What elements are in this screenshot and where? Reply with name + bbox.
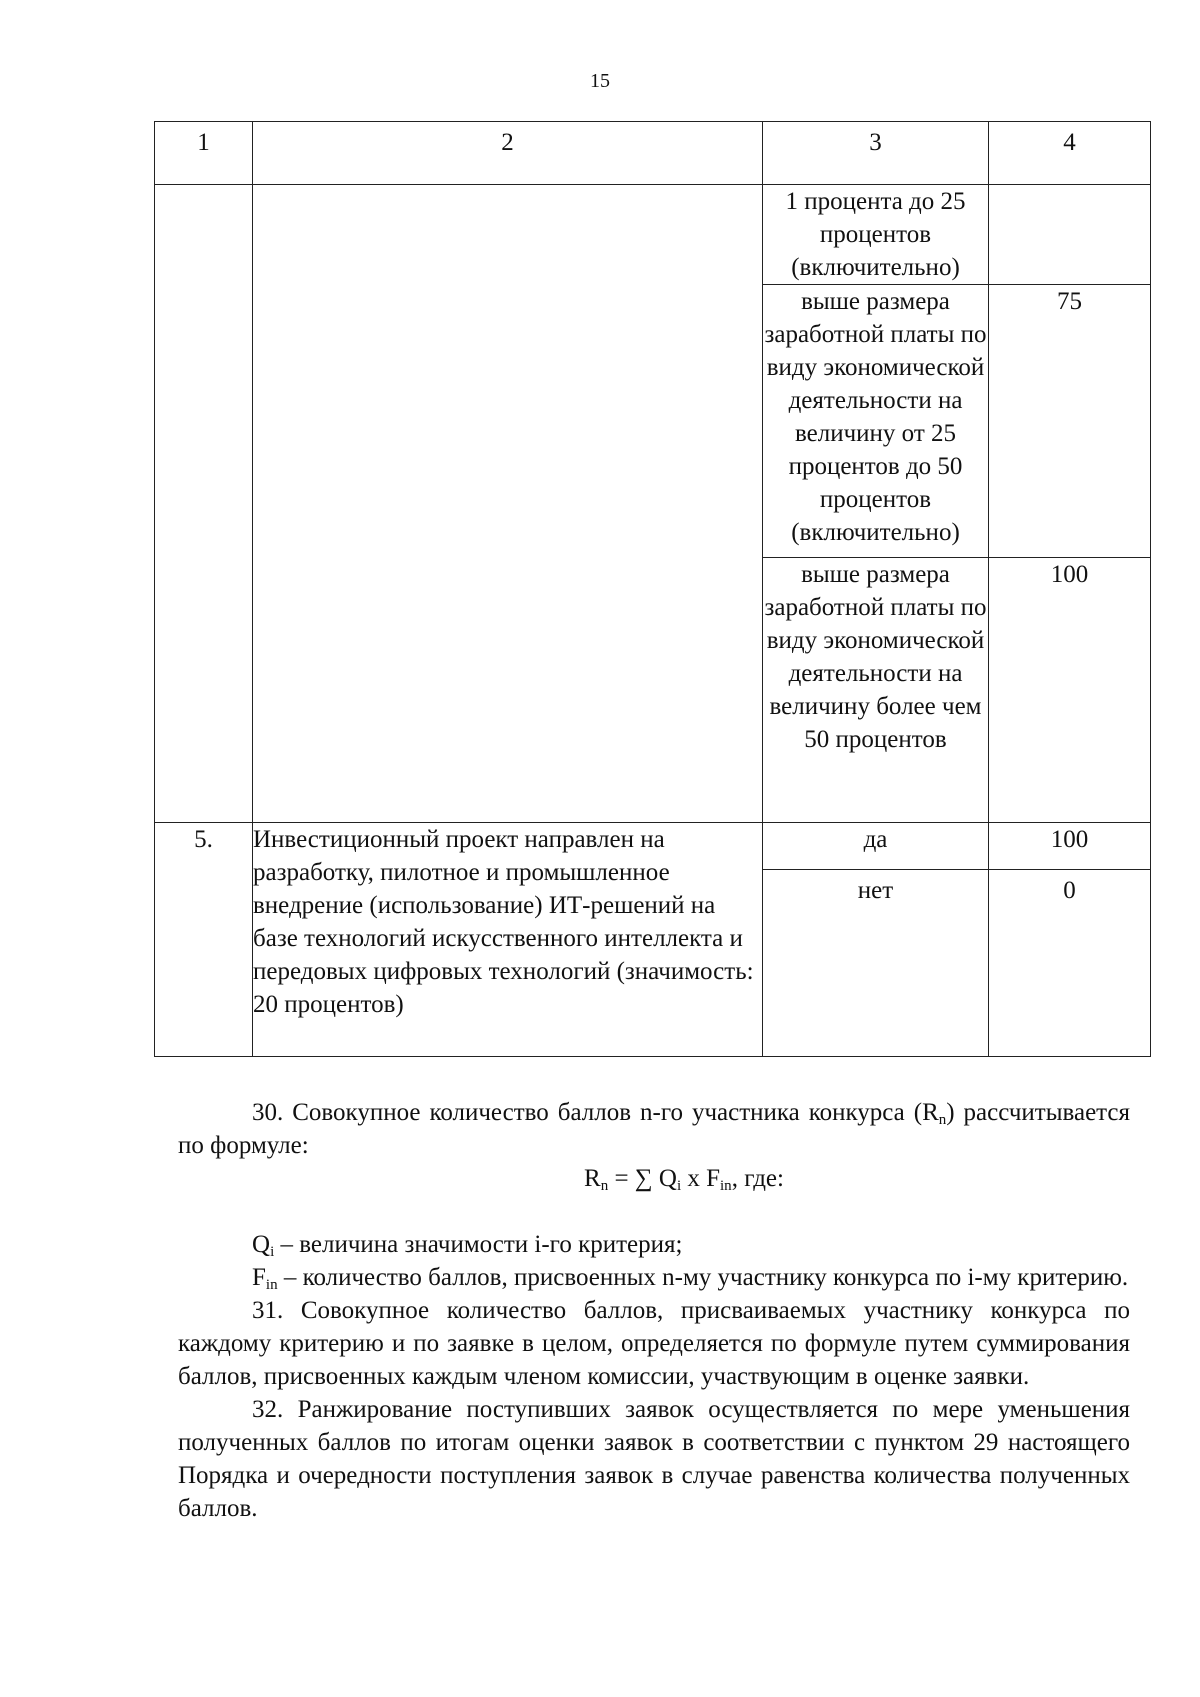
criterion-cell: Инвестиционный проект направлен на разработку, пилотное и промышленное внедрение (использование) ИТ-решений на базе технологий искусственного интеллекта и передовых цифровых технологий (значимость: 20 процентов) xyxy=(253,823,763,1057)
definition-q: $Q_i$ – величина значимости i-го критерия; xyxy=(252,1231,683,1260)
table-row xyxy=(155,823,1151,870)
formula: $R_n$ = ∑ $Q_i$ x $F_{in}$, где: xyxy=(584,1165,784,1194)
condition-cell: нет xyxy=(763,870,989,1057)
body-text xyxy=(178,1096,1130,1525)
paragraph-31: 31. Совокупное количество баллов, присваиваемых участнику конкурса по каждому критерию и по заявке в целом, определяется по формуле путем суммирования баллов, присвоенных каждым членом комиссии, участвующим в оценке заявки. xyxy=(178,1297,1130,1390)
condition-cell: выше размера заработной платы по виду экономической деятельности на величину более чем 50 процентов xyxy=(763,558,989,823)
score-cell xyxy=(989,185,1151,285)
score-cell: 75 xyxy=(989,285,1151,558)
condition-cell: выше размера заработной платы по виду экономической деятельности на величину от 25 процентов до 50 процентов (включительно) xyxy=(763,285,989,558)
row-number-cell xyxy=(155,185,253,823)
header-cell-3: 3 xyxy=(763,122,989,185)
row-number-cell: 5. xyxy=(155,823,253,1057)
header-cell-2: 2 xyxy=(253,122,763,185)
paragraph-30: 30. Совокупное количество баллов n-го участника конкурса $(R_n)$ рассчитывается по формуле: xyxy=(178,1099,1130,1159)
criterion-cell xyxy=(253,185,763,823)
criteria-table xyxy=(154,121,1151,1057)
header-cell-1: 1 xyxy=(155,122,253,185)
page-number: 15 xyxy=(590,70,610,92)
condition-cell: 1 процента до 25 процентов (включительно) xyxy=(763,185,989,285)
score-cell: 100 xyxy=(989,558,1151,823)
condition-cell: да xyxy=(763,823,989,870)
score-cell: 0 xyxy=(989,870,1151,1057)
header-cell-4: 4 xyxy=(989,122,1151,185)
definition-f: $F_{in}$ – количество баллов, присвоенных n-му участнику конкурса по i-му критерию. xyxy=(252,1264,1129,1293)
score-cell: 100 xyxy=(989,823,1151,870)
table-header-row xyxy=(155,122,1151,185)
table-row xyxy=(155,185,1151,285)
paragraph-32: 32. Ранжирование поступивших заявок осуществляется по мере уменьшения полученных баллов по итогам оценки заявок в соответствии с пунктом 29 настоящего Порядка и очередности поступления заявок в случае равенства количества полученных баллов. xyxy=(178,1396,1130,1522)
